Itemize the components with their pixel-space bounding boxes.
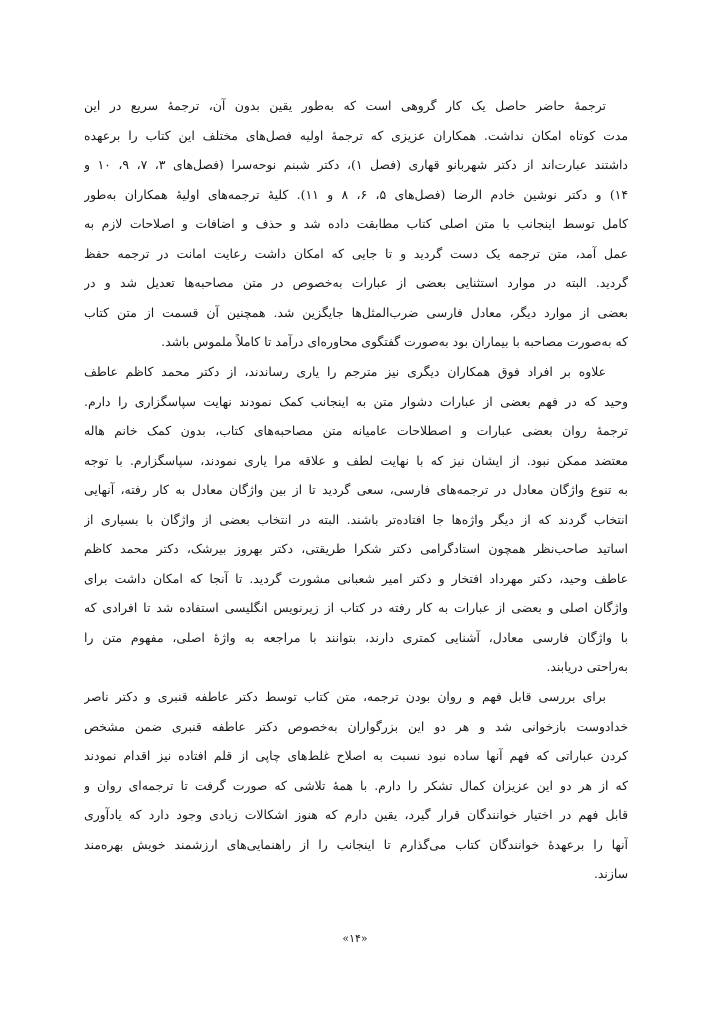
text-line: معتضد ممکن نبود. از ایشان نیز که با نهایت لطف و علاقه مرا یاری نمودند، سپاسگزارم. با توجه	[84, 452, 628, 468]
text-line: خدادوست بازخوانی شد و هر دو این بزرگواران به‌خصوص دکتر عاطفه قنبری ضمن مشخص	[84, 718, 628, 734]
paragraph-1	[84, 91, 628, 357]
text-line: علاوه بر افراد فوق همکاران دیگری نیز مترجم را یاری رساندند، از دکتر محمد کاظم عاطف	[84, 364, 606, 379]
text-line: که از هر دو این عزیزان کمال تشکر را دارم. با همهٔ تلاشی که صورت گرفت تا ترجمه‌ای روان و	[84, 777, 628, 793]
text-line: با واژگان فارسی معادل، آشنایی کمتری دارند، بتوانند با مراجعه به واژهٔ اصلی، مفهوم متن را	[84, 629, 628, 645]
text-line: ترجمهٔ حاضر حاصل یک کار گروهی است که به‌طور یقین بدون آن، ترجمهٔ سریع در این	[84, 98, 606, 113]
text-line: سازند.	[593, 866, 628, 881]
paragraph-2	[84, 357, 628, 682]
text-line: عاطف وحید، دکتر مهرداد افتخار و دکتر امیر شعبانی مشورت گردید. تا آنجا که امکان داشت برای	[84, 570, 628, 586]
page-number: «۱۴»	[342, 932, 368, 945]
paragraph-3	[84, 682, 628, 889]
text-line: به تنوع واژگان معادل در ترجمه‌های فارسی، سعی گردید تا از بین واژگان معادل به کار رفته، آنهایی	[84, 482, 628, 497]
text-line: به‌راحتی دریابند.	[546, 659, 628, 674]
text-line: انتخاب گردند که از دیگر واژه‌ها جا افتاده‌تر باشند. البته در انتخاب بعضی از واژگان با بسیاری از	[84, 511, 628, 527]
text-line: واژگان اصلی و بعضی از عبارات به کار رفته در کتاب از زیرنویس انگلیسی استفاده شد تا افرادی که	[84, 600, 628, 615]
text-line: برای بررسی قابل فهم و روان بودن ترجمه، متن کتاب توسط دکتر عاطفه قنبری و دکتر ناصر	[84, 689, 606, 704]
text-line: مدت کوتاه امکان نداشت. همکاران عزیزی که ترجمهٔ اولیه فصل‌های مختلف این کتاب را برعهده	[84, 127, 628, 143]
text-line: ترجمهٔ روان بعضی عبارات و اصطلاحات عامیانه متن مصاحبه‌های کتاب، بدون کمک خانم هاله	[84, 423, 628, 438]
text-line: وحید که در فهم بعضی از عبارات دشوار متن به اینجانب کمک نمودند نهایت سپاسگزاری را دارم.	[84, 393, 628, 409]
text-line: کردن عباراتی که فهم آنها ساده نبود نسبت به اصلاح غلط‌های چاپی از قلم افتاده نیز اقدام نمودند	[84, 748, 628, 763]
text-line: گردید. البته در موارد استثنایی بعضی از عبارات به‌خصوص در متن مصاحبه‌ها تعدیل شد و در	[84, 275, 628, 290]
text-line: اساتید صاحب‌نظر همچون استادگرامی دکتر شکرا طریقتی، دکتر بهروز بیرشک، دکتر محمد کاظم	[84, 541, 628, 556]
text-line: عمل آمد، متن ترجمه یک دست گردید و تا جایی که امکان داشت رعایت امانت در ترجمه حفظ	[84, 245, 628, 261]
text-line: بعضی از موارد دیگر، معادل فارسی ضرب‌المثل‌ها جایگزین شد. همچنین آن قسمت از متن کتاب	[84, 304, 628, 320]
text-line: داشتند عبارت‌اند از دکتر شهربانو قهاری (فصل ۱)، دکتر شبنم نوحه‌سرا (فصل‌های ۳، ۷، ۹، ۱۰ و	[84, 157, 628, 172]
text-line: که به‌صورت مصاحبه با بیماران بود به‌صورت گفتگوی محاوره‌ای درآمد تا کاملاً ملموس باشد.	[161, 334, 628, 349]
text-line: کامل توسط اینجانب با متن اصلی کتاب مطابقت داده شد و حذف و اضافات و اصلاحات لازم به	[84, 216, 628, 231]
text-line: آنها را برعهدهٔ خوانندگان کتاب می‌گذارم تا اینجانب را از راهنمایی‌های ارزشمند خویش بهره‌مند	[84, 836, 628, 852]
text-line: قابل فهم در اختیار خوانندگان قرار گیرد، یقین دارم که هنوز اشکالات زیادی وجود دارد که یادآوری	[84, 807, 628, 822]
text-line: ۱۴) و دکتر نوشین خادم الرضا (فصل‌های ۵، ۶، ۸ و ۱۱). کلیهٔ ترجمه‌های اولیهٔ همکاران به‌طور	[84, 186, 628, 202]
